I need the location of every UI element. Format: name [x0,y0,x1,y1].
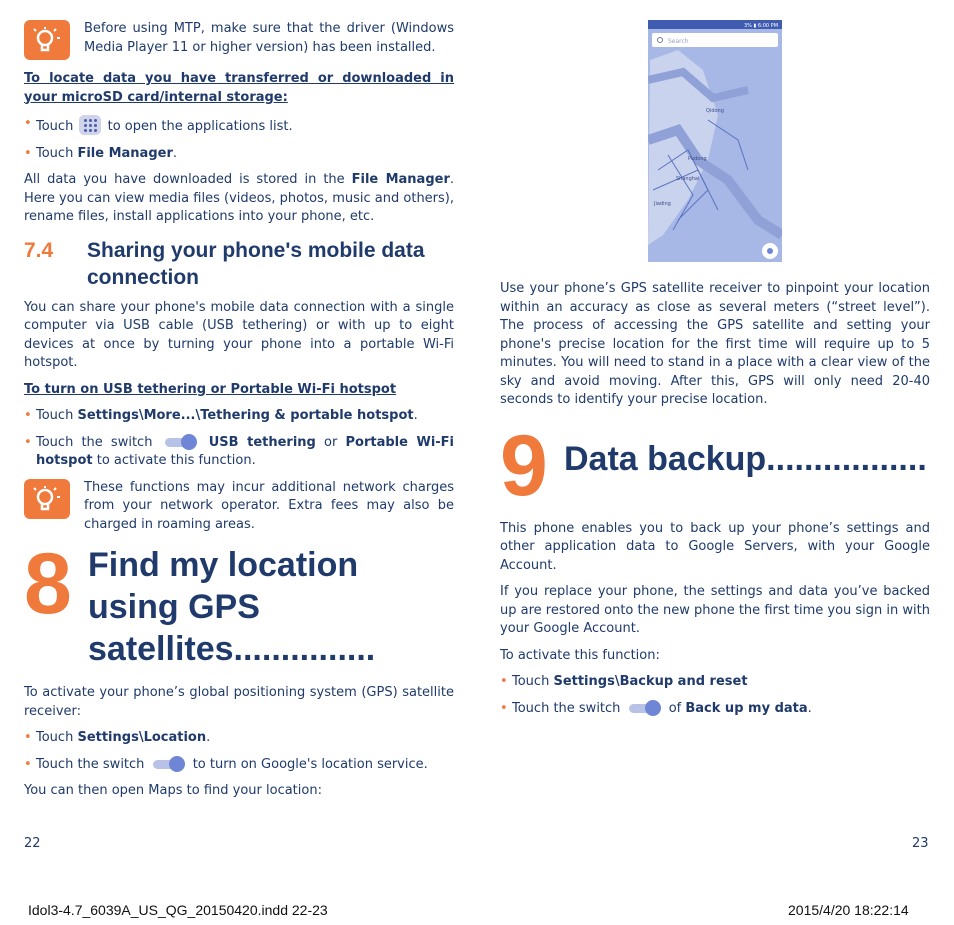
list-item: • Touch to open the applications list. [24,116,293,134]
chapter-number: 8 [24,536,72,632]
map-label: Pudong [688,156,707,162]
footer-file-name: Idol3-4.7_6039A_US_QG_20150420.indd 22-23 [28,902,328,918]
list-item: • Touch the switch USB tethering or Portable Wi-Fi hotspot to activate this function. [24,434,455,468]
gps-intro-paragraph: To activate your phone’s global positioning system (GPS) satellite receiver: [24,685,454,719]
list-item: • Touch File Manager. [24,145,177,161]
tethering-steps-list [24,407,454,471]
maps-paragraph: You can then open Maps to find your location: [24,783,322,798]
left-page [24,20,454,809]
gps-steps-list [24,729,454,774]
section-number: 7.4 [24,238,54,262]
tip-text: These functions may incur additional network charges from your network operator. Extra fees may also be charged in roaming areas. [84,479,454,532]
switch-icon [165,434,197,450]
section-title: Sharing your phone's mobile data connection [87,238,425,289]
right-page [500,20,930,726]
chapter-title: Data backup................. [564,439,927,478]
chapter-title: Find my location using GPS satellites............... [88,546,376,668]
locate-steps-list [24,115,454,163]
lightbulb-icon [24,479,70,519]
footer-timestamp: 2015/4/20 18:22:14 [788,902,909,918]
gps-description: Use your phone’s GPS satellite receiver to pinpoint your location within an accuracy as close as several meters (“street level”). The process of accessing the GPS satellite and setting your phone's precise location for the first time will require up to 5 minutes. You will need to stand in a place with a clear view of the sky and avoid moving. After this, GPS will only need 20-40 seconds to identify your precise location. [500,281,930,407]
list-item: • Touch Settings\Backup and reset [500,674,748,689]
page-number-right: 23 [912,836,929,851]
backup-paragraph: To activate this function: [500,647,660,663]
status-bar-text: 3% ▮ 6:00 PM [744,23,779,29]
tip-box [24,479,454,535]
backup-paragraph: This phone enables you to back up your phone’s settings and other application data to Google Servers, with your Google Account. [500,520,930,573]
list-item: • Touch Settings\More...\Tethering & portable hotspot. [24,408,418,423]
chapter-number: 9 [500,417,548,514]
tethering-heading: To turn on USB tethering or Portable Wi-Fi hotspot [24,381,397,397]
page-number-left: 22 [24,836,41,851]
backup-steps-list [500,673,930,718]
list-item: • Touch the switch to turn on Google's location service. [24,756,428,772]
switch-icon [629,700,661,716]
sharing-paragraph: You can share your phone's mobile data connection with a single computer via USB cable (USB tethering) or with up to eight devices at once by turning your phone into a portable Wi-Fi hotspot. [24,299,454,370]
maps-screenshot [648,20,782,262]
tip-box [24,20,454,60]
map-label: Jiading [654,201,671,207]
list-item: • Touch Settings\Location. [24,730,211,745]
section-heading [24,237,454,291]
lightbulb-icon [24,20,70,60]
list-item: • Touch the switch of Back up my data. [500,700,812,716]
backup-paragraph: If you replace your phone, the settings and data you’ve backed up are restored onto the new phone the first time you sign in with your Google Account. [500,584,930,636]
file-manager-paragraph: All data you have downloaded is stored in the File Manager. Here you can view media files (videos, photos, music and others), rename files, install applications into your phone, etc. [24,172,454,224]
locate-data-heading: To locate data you have transferred or downloaded in your microSD card/internal storage: [24,71,454,105]
map-label: Qidong [706,108,724,114]
map-search-placeholder: Search [668,38,689,45]
switch-icon [153,756,185,772]
chapter-heading [24,536,454,670]
applications-grid-icon [79,115,101,135]
chapter-heading [500,417,930,514]
map-label: Shanghai [676,176,700,182]
tip-text: Before using MTP, make sure that the driver (Windows Media Player 11 or higher version) has been installed. [84,21,454,55]
